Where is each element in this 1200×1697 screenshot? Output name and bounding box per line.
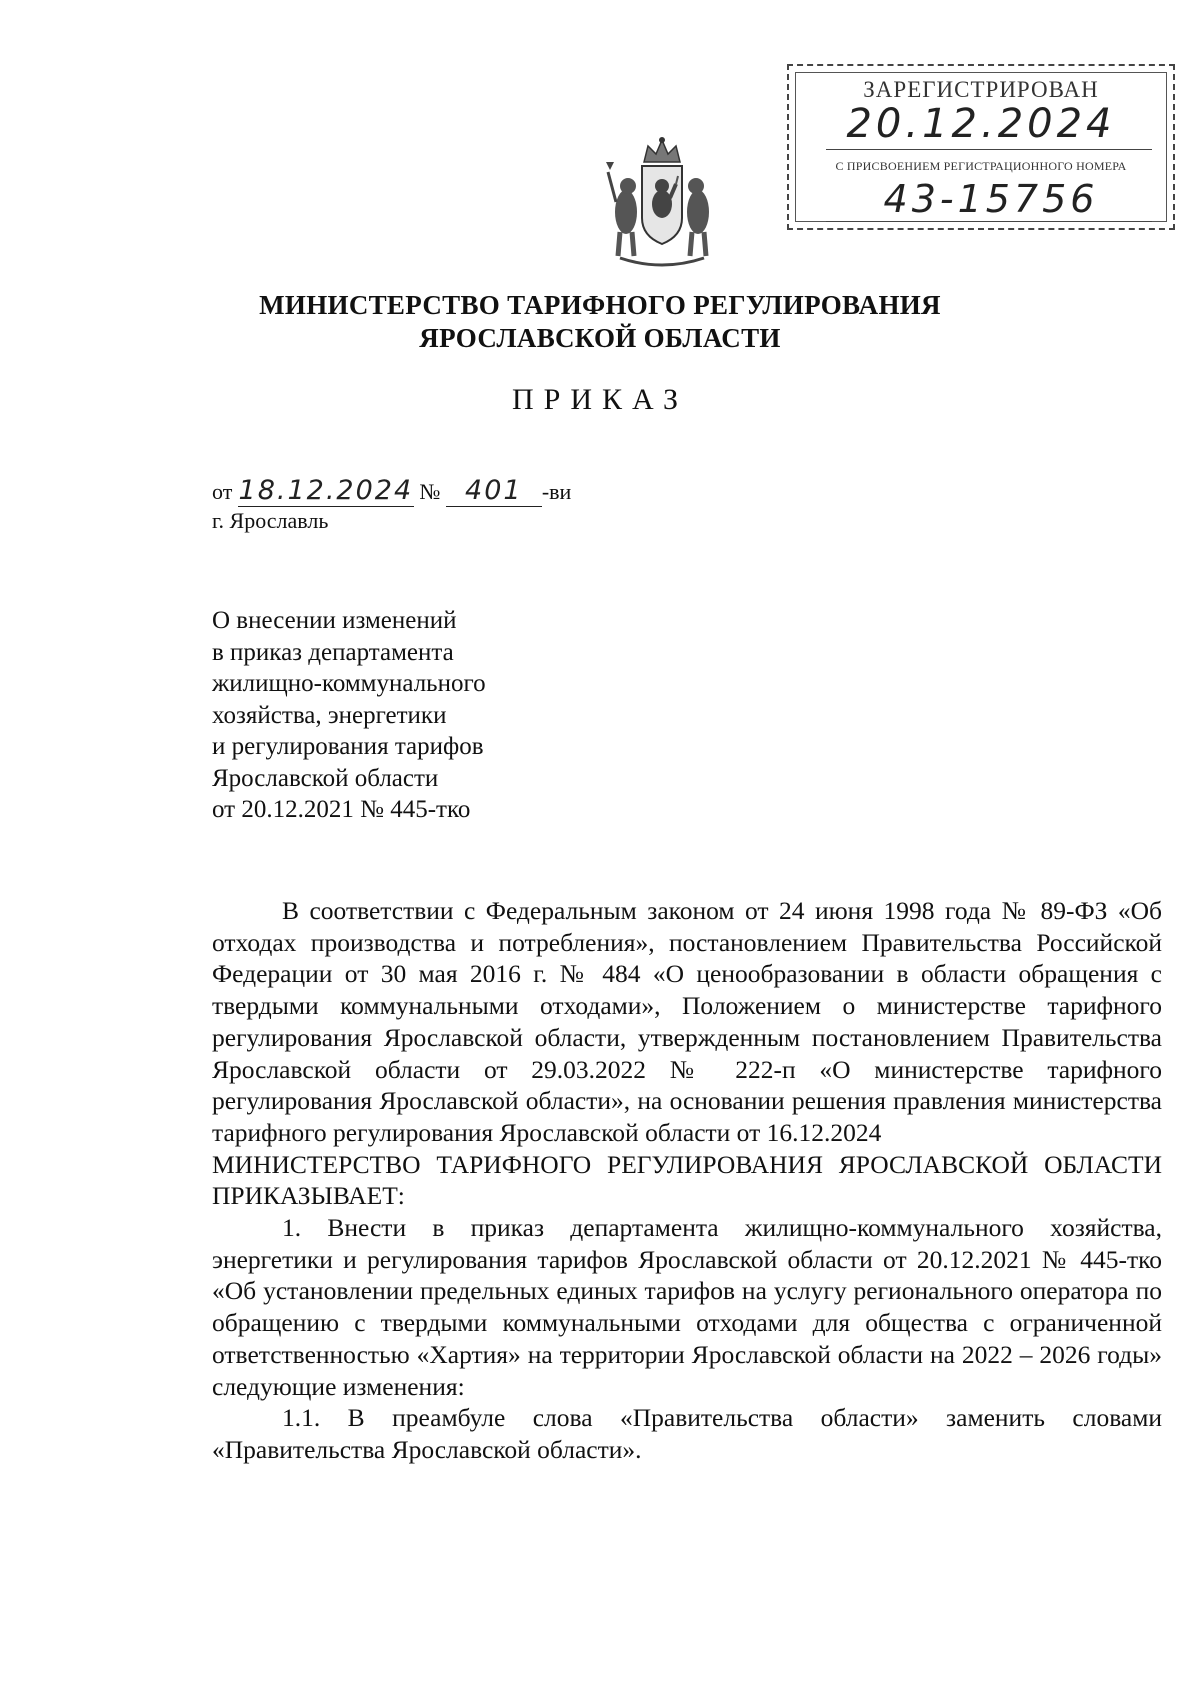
directive-paragraph: МИНИСТЕРСТВО ТАРИФНОГО РЕГУЛИРОВАНИЯ ЯРОСЛАВСКОЙ ОБЛАСТИ ПРИКАЗЫВАЕТ: [212, 1149, 1162, 1211]
number-label: № [419, 479, 441, 504]
subject-line: хозяйства, энергетики [212, 701, 447, 729]
stamp-divider [826, 149, 1152, 150]
handwritten-order-date: 18.12.2024 [238, 475, 414, 506]
item-1-1-paragraph: 1.1. В преамбуле слова «Правительства области» заменить словами «Правительства Ярославской области». [212, 1403, 1162, 1464]
stamp-title: ЗАРЕГИСТРИРОВАН [863, 77, 1099, 102]
coat-of-arms-icon [606, 132, 718, 272]
stamp-subtitle: С ПРИСВОЕНИЕМ РЕГИСТРАЦИОННОГО НОМЕРА [835, 159, 1127, 173]
stamp-handwritten-number: 43-15756 [883, 177, 1099, 221]
registration-stamp [787, 64, 1175, 230]
city-name: г. Ярославль [212, 508, 329, 533]
from-label: от [212, 479, 233, 504]
order-subject [212, 605, 592, 826]
stamp-divider [826, 221, 1152, 222]
order-body [212, 895, 1162, 1466]
preamble-paragraph: В соответствии с Федеральным законом от 24 июня 1998 года № 89-ФЗ «Об отходах производства и потребления», постановлением Правительства Российской Федерации от 30 мая 2016 г. № 484 «О ценообразовании в области обращения с твердыми коммунальными отходами», Положением о министерстве тарифного регулирования Ярославской области, утвержденным постановлением Правительства Ярославской области от 29.03.2022 № 222-п «О министерстве тарифного регулирования Ярославской области», на основании решения правления министерства тарифного регулирования Ярославской области от 16.12.2024 [212, 896, 1162, 1147]
stamp-inner-border [795, 72, 1167, 222]
document-type-title: ПРИКАЗ [512, 383, 688, 416]
subject-line: Ярославской области [212, 764, 439, 792]
item-1-paragraph: 1. Внести в приказ департамента жилищно-коммунального хозяйства, энергетики и регулирования тарифов Ярославской области от 20.12.2021 № 445-тко «Об установлении предельных единых тарифов на услугу регионального оператора по обращению с твердыми коммунальными отходами для общества с ограниченной ответственностью «Хартия» на территории Ярославской области на 2022 – 2026 годы» следующие изменения: [212, 1213, 1162, 1401]
ministry-name-line2: ЯРОСЛАВСКОЙ ОБЛАСТИ [419, 323, 781, 353]
subject-line: О внесении изменений [212, 607, 457, 634]
stamp-handwritten-date: 20.12.2024 [846, 101, 1116, 147]
order-number-suffix: -ви [541, 479, 572, 504]
order-date-number [212, 476, 571, 507]
subject-line: и регулирования тарифов [212, 733, 484, 760]
subject-line: в приказ департамента [212, 638, 454, 666]
handwritten-order-number: 401 [446, 476, 542, 507]
subject-line: от 20.12.2021 № 445-тко [212, 796, 471, 823]
subject-line: жилищно-коммунального [212, 670, 486, 697]
ministry-name-line1: МИНИСТЕРСТВО ТАРИФНОГО РЕГУЛИРОВАНИЯ [259, 290, 941, 320]
